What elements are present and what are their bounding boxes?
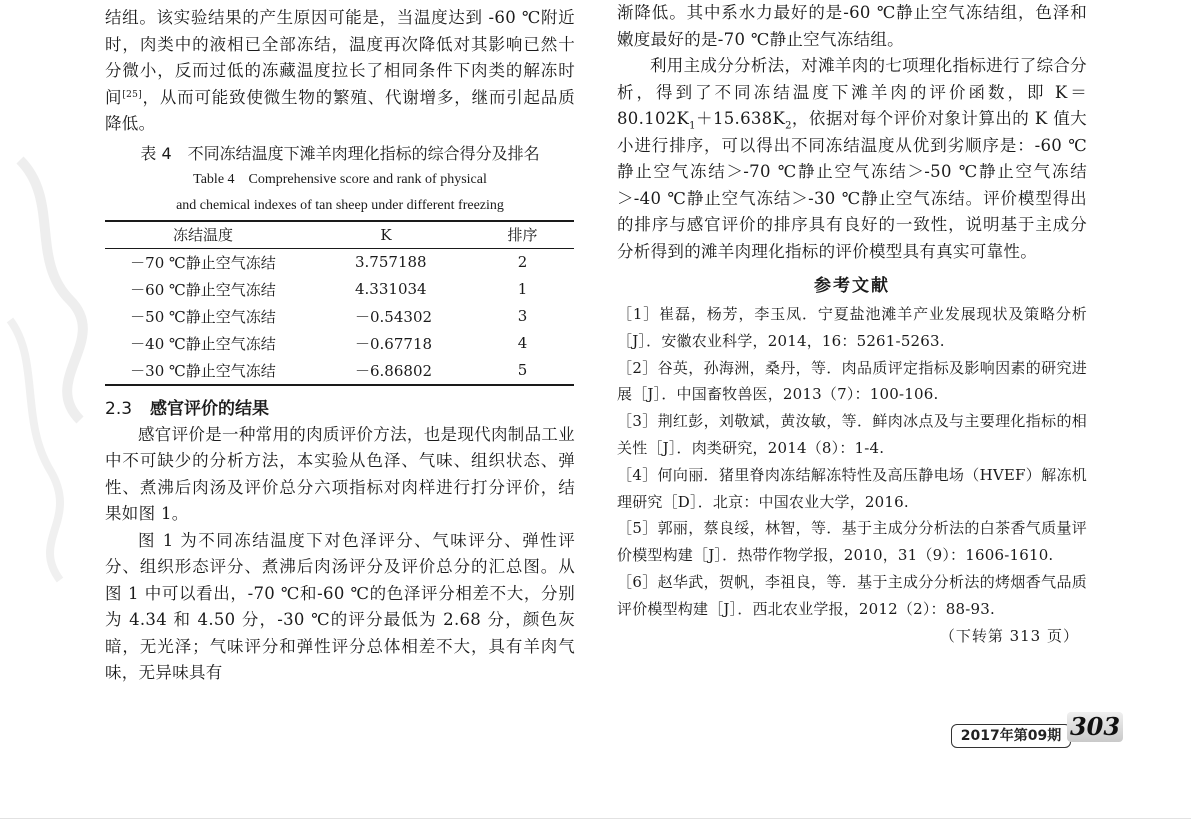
references-title: 参考文献 xyxy=(814,276,890,296)
reference-item: ［1］崔磊，杨芳，李玉凤．宁夏盐池滩羊产业发展现状及策略分析［J］．安徽农业科学，2014，16：5261-5263. xyxy=(617,305,1087,350)
header-rank: 排序 xyxy=(507,226,538,244)
table-row xyxy=(105,276,574,303)
paragraph-pca: 利用主成分分析法，对滩羊肉的七项理化指标进行了综合分析，得到了不同冻结温度下滩羊肉的评价函数，即 $K=80.102K_1+15.638K_2$，依据对每个评价对象计算出的 K 值大小进行排序，可以得出不同冻结温度从优到劣顺序是：-60 ℃静止空气冻结＞-70 ℃静止空气冻结＞-50 ℃静止空气冻结＞-40 ℃静止空气冻结＞-30 ℃静止空气冻结。评价模型得出的排序与感官评价的排序具有良好的一致性，说明基于主成分分析得到的滩羊肉理化指标的评价模型具有真实可靠性。 xyxy=(617,56,1087,261)
header-freezing-temp: 冻结温度 xyxy=(172,226,233,244)
cell-rank: 3 xyxy=(517,307,528,325)
table-row xyxy=(105,357,574,385)
reference-item: ［5］郭丽，蔡良绥，林智，等．基于主成分分析法的白茶香气质量评价模型构建［J］．热带作物学报，2010，31（9）：1606-1610. xyxy=(617,519,1087,565)
cell-k: 4.331034 xyxy=(355,280,427,298)
cell-temp: －60 ℃静止空气冻结 xyxy=(130,280,276,299)
cell-k: －6.86802 xyxy=(355,361,433,380)
paragraph-right-1: 渐降低。其中系水力最好的是-60 ℃静止空气冻结组，色泽和嫩度最好的是-70 ℃静止空气冻结组。 xyxy=(617,3,1087,49)
table-row xyxy=(105,330,574,357)
page-bottom-rule xyxy=(0,818,1191,819)
section-heading xyxy=(105,396,575,422)
table-caption-en-1: Table 4 Comprehensive score and rank of physical xyxy=(193,171,487,187)
section-number: 2.3 xyxy=(105,398,133,419)
table-4 xyxy=(105,220,574,386)
cell-rank: 2 xyxy=(517,253,528,271)
cell-rank: 4 xyxy=(517,334,528,352)
header-k: K xyxy=(380,225,392,244)
left-column xyxy=(105,0,575,687)
watermark-decoration xyxy=(0,120,105,590)
citation: [25] xyxy=(122,89,143,100)
reference-item: ［3］荆红彭，刘敬斌，黄汝敏，等．鲜肉冰点及与主要理化指标的相关性［J］．肉类研究，2014（8）：1-4. xyxy=(617,412,1087,457)
cell-temp: －50 ℃静止空气冻结 xyxy=(130,307,276,326)
cell-rank: 5 xyxy=(517,361,528,379)
continued-note: （下转第 313 页） xyxy=(939,626,1079,645)
reference-item: ［6］赵华武，贺帆，李祖良，等．基于主成分分析法的烤烟香气品质评价模型构建［J］．西北农业学报，2012（2）：88-93. xyxy=(617,572,1087,618)
page-number: 303 xyxy=(1067,712,1123,742)
paragraph-sensory-1: 感官评价是一种常用的肉质评价方法，也是现代肉制品工业中不可缺少的分析方法，本实验从色泽、气味、组织状态、弹性、煮沸后肉汤及评价总分六项指标对肉样进行打分评价，结果如图 1。 xyxy=(105,424,575,523)
table-caption-en-2: and chemical indexes of tan sheep under different freezing xyxy=(176,197,504,213)
issue-badge xyxy=(951,712,1123,748)
cell-temp: －40 ℃静止空气冻结 xyxy=(130,334,276,353)
right-column xyxy=(617,0,1087,649)
cell-rank: 1 xyxy=(517,280,528,298)
paragraph-sensory-2: 图 1 为不同冻结温度下对色泽评分、气味评分、弹性评分、组织形态评分、煮沸后肉汤评分及评价总分的汇总图。从图 1 中可以看出，-70 ℃和-60 ℃的色泽评分相差不大，分别为 4.34 和 4.50 分，-30 ℃的评分最低为 2.68 分，颜色灰暗，无光泽；气味评分和弹性评分总体相差不大，具有羊肉气味，无异味具有 xyxy=(105,530,575,682)
table-row xyxy=(105,303,574,330)
table-header-row xyxy=(105,221,574,249)
cell-temp: －70 ℃静止空气冻结 xyxy=(130,253,276,272)
cell-k: 3.757188 xyxy=(355,253,427,271)
paragraph-intro: 结组。该实验结果的产生原因可能是，当温度达到 -60 ℃附近时，肉类中的液相已全部冻结，温度再次降低对其影响已然十分微小，反而过低的冻藏温度拉长了相同条件下肉类的解冻时间[25]，从而可能致使微生物的繁殖、代谢增多，继而引起品质降低。 xyxy=(105,8,575,133)
section-title: 感官评价的结果 xyxy=(150,398,270,419)
reference-item: ［2］谷英，孙海洲，桑丹，等．肉品质评定指标及影响因素的研究进展［J］．中国畜牧兽医，2013（7）：100-106. xyxy=(617,358,1087,404)
issue-label: 2017年第09期 xyxy=(951,724,1071,748)
table-caption-cn: 表 4 不同冻结温度下滩羊肉理化指标的综合得分及排名 xyxy=(140,143,540,163)
cell-temp: －30 ℃静止空气冻结 xyxy=(130,361,276,380)
table-row xyxy=(105,248,574,276)
cell-k: －0.67718 xyxy=(355,334,433,353)
cell-k: －0.54302 xyxy=(355,307,433,326)
reference-item: ［4］何向丽．猪里脊肉冻结解冻特性及高压静电场（HVEF）解冻机理研究［D］．北京：中国农业大学，2016. xyxy=(617,465,1087,511)
